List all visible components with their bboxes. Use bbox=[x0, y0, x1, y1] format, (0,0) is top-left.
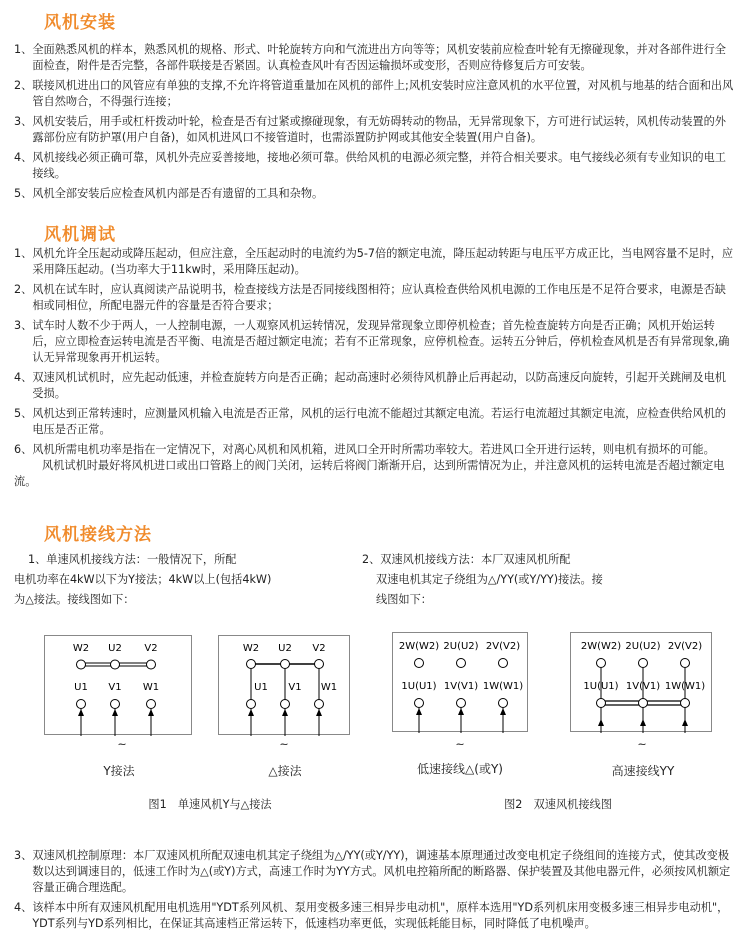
svg-text:V1: V1 bbox=[288, 682, 302, 693]
diagram-low-speed bbox=[392, 632, 528, 732]
svg-text:1V(V1): 1V(V1) bbox=[625, 681, 661, 692]
list-item: 6、 风机所需电机功率是指在一定情况下，对离心风机和风机箱，进风口全开时所需功率较大。若进风口全开进行运转，则电机有损坏的可能。 bbox=[14, 443, 715, 456]
ac-symbol: ~ bbox=[279, 738, 289, 751]
caption-delta: △接法 bbox=[268, 764, 302, 778]
list-item: 3、 试车时人数不少于两人，一人控制电源，一人观察风机运转情况，发现异常现象立即停机检查；首先检查旋转方向是否正确；风机开始运转后，应立即检查运转电流是否平衡、电流是否超过额定电流；若有不正常现象，应停机检查。运转五分钟后，停机检查风机是否有异常现象,确认无异常现象再开机运转。 bbox=[14, 319, 730, 364]
svg-text:W2: W2 bbox=[242, 643, 260, 654]
ac-symbol: ~ bbox=[117, 738, 127, 751]
svg-text:2W(W2): 2W(W2) bbox=[580, 641, 622, 652]
svg-text:V2: V2 bbox=[312, 643, 326, 654]
figure-caption-2: 图2 双速风机接线图 bbox=[504, 798, 612, 811]
svg-text:U2: U2 bbox=[278, 643, 292, 654]
debug-list bbox=[14, 246, 736, 490]
svg-text:U1: U1 bbox=[254, 682, 268, 693]
svg-text:1V(V1): 1V(V1) bbox=[443, 681, 479, 692]
section-title-debug: 风机调试 bbox=[44, 225, 116, 245]
caption-y: Y接法 bbox=[103, 764, 135, 778]
svg-text:2U(U2): 2U(U2) bbox=[443, 641, 479, 652]
install-list bbox=[14, 42, 736, 202]
svg-text:W2: W2 bbox=[72, 643, 90, 654]
control-notes-list bbox=[14, 848, 736, 932]
list-item: 1、 全面熟悉风机的样本，熟悉风机的规格、形式、叶轮旋转方向和气流进出方向等等；风机安装前应检查叶轮有无擦碰现象，并对各部件进行全面检查，附件是否完整，各部件联接是否紧固。认真检查风叶有否因运输损坏或变形，否则应待修复后方可安装。 bbox=[14, 43, 726, 72]
list-item: 4、 双速风机试机时，应先起动低速，并检查旋转方向是否正确；起动高速时必须待风机静止后再起动，以防高速反向旋转，引起开关跳闸及电机受损。 bbox=[14, 371, 726, 400]
svg-text:1W(W1): 1W(W1) bbox=[482, 681, 524, 692]
svg-text:V2: V2 bbox=[144, 643, 158, 654]
svg-text:W1: W1 bbox=[142, 682, 160, 693]
list-item: 4、 风机接线必须正确可靠，风机外壳应妥善接地，接地必须可靠。供给风机的电源必须完整，并符合相关要求。电气接线必须有专业知识的电工接线。 bbox=[14, 151, 726, 180]
svg-text:2V(V2): 2V(V2) bbox=[485, 641, 521, 652]
svg-text:U1: U1 bbox=[74, 682, 88, 693]
diagram-y bbox=[44, 635, 192, 735]
list-item: 3、 双速风机控制原理：本厂双速风机所配双速电机其定子绕组为△/YY(或Y/YY)，调速基本原理通过改变电机定子绕组间的连接方式，使其改变极数以达到调速目的，低速工作时为△(或Y)方式，高速工作时为YY方式。风机电控箱所配的断路器、保护装置及其他电器元件，必须按风机额定容量正确合理选配。 bbox=[14, 849, 731, 894]
list-item: 3、 风机安装后，用手或杠杆拨动叶轮，检查是否有过紧或擦碰现象，有无妨碍转动的物品，无异常现象下，方可进行试运转，风机传动装置的外露部份应有防护罩(用户自备)，如风机进风口不接管道时，也需添置防护网或其他安全装置(用户自备)。 bbox=[14, 115, 726, 144]
section-title-install: 风机安装 bbox=[44, 13, 116, 33]
list-item: 2、 风机在试车时，应认真阅读产品说明书，检查接线方法是否同接线图相符；应认真检查供给风机电源的工作电压是不足符合要求，电源是否缺相或同相位，所配电器元件的容量是否符合要求； bbox=[14, 283, 726, 312]
svg-text:1U(U1): 1U(U1) bbox=[583, 681, 619, 692]
svg-text:2U(U2): 2U(U2) bbox=[625, 641, 661, 652]
ac-symbol: ~ bbox=[455, 738, 465, 751]
svg-text:2W(W2): 2W(W2) bbox=[398, 641, 440, 652]
list-item: 5、 风机全部安装后应检查风机内部是否有遗留的工具和杂物。 bbox=[14, 187, 324, 200]
section-title-wiring: 风机接线方法 bbox=[44, 525, 152, 545]
list-item: 2、 联接风机进出口的风管应有单独的支撑,不允许将管道重量加在风机的部件上;风机安装时应注意风机的水平位置，对风机与地基的结合面和出风管自然吻合，不得强行连接； bbox=[14, 79, 734, 108]
list-item: 5、 风机达到正常转速时，应测量风机输入电流是否正常，风机的运行电流不能超过其额定电流。若运行电流超过其额定电流，应检查供给风机的电压是否正常。 bbox=[14, 407, 726, 436]
figure-caption-1: 图1 单速风机Y与△接法 bbox=[148, 798, 272, 811]
caption-low-speed: 低速接线△(或Y) bbox=[417, 762, 503, 776]
svg-text:1W(W1): 1W(W1) bbox=[664, 681, 706, 692]
diagram-delta bbox=[218, 635, 350, 735]
wiring-right-text: 2、双速风机接线方法：本厂双速风机所配 双速电机其定子绕组为△/YY(或Y/YY)接法。接 线图如下： bbox=[362, 553, 603, 606]
debug-paragraph: 风机试机时最好将风机进口或出口管路上的阀门关闭，运转后将阀门渐渐开启，达到所需情况为止，并注意风机的运转电流是否超过额定电流。 bbox=[14, 459, 725, 488]
ac-symbol: ~ bbox=[637, 738, 647, 751]
caption-high-speed: 高速接线YY bbox=[611, 764, 675, 778]
svg-text:2V(V2): 2V(V2) bbox=[667, 641, 703, 652]
wiring-left-text: 1、单速风机接线方法：一般情况下，所配 电机功率在4kW以下为Y接法；4kW以上(包括4kW) 为△接法。接线图如下： bbox=[14, 553, 272, 606]
diagram-high-speed bbox=[570, 632, 712, 732]
svg-text:W1: W1 bbox=[320, 682, 338, 693]
svg-text:V1: V1 bbox=[108, 682, 122, 693]
svg-text:U2: U2 bbox=[108, 643, 122, 654]
list-item: 1、 风机允许全压起动或降压起动，但应注意，全压起动时的电流约为5-7倍的额定电流，降压起动转距与电压平方成正比，当电网容量不足时，应采用降压起动。(当功率大于11kw时，采用降压起动)。 bbox=[14, 247, 734, 276]
svg-text:1U(U1): 1U(U1) bbox=[401, 681, 437, 692]
list-item: 4、 该样本中所有双速风机配用电机选用"YDT系列风机、泵用变极多速三相异步电动机"，原样本选用"YD系列机床用变极多速三相异步电动机"，YDT系列与YD系列相比，在保证其高速档正常运转下，低速档功率更低，实现低耗能目标，同时降低了电机噪声。 bbox=[14, 901, 729, 930]
